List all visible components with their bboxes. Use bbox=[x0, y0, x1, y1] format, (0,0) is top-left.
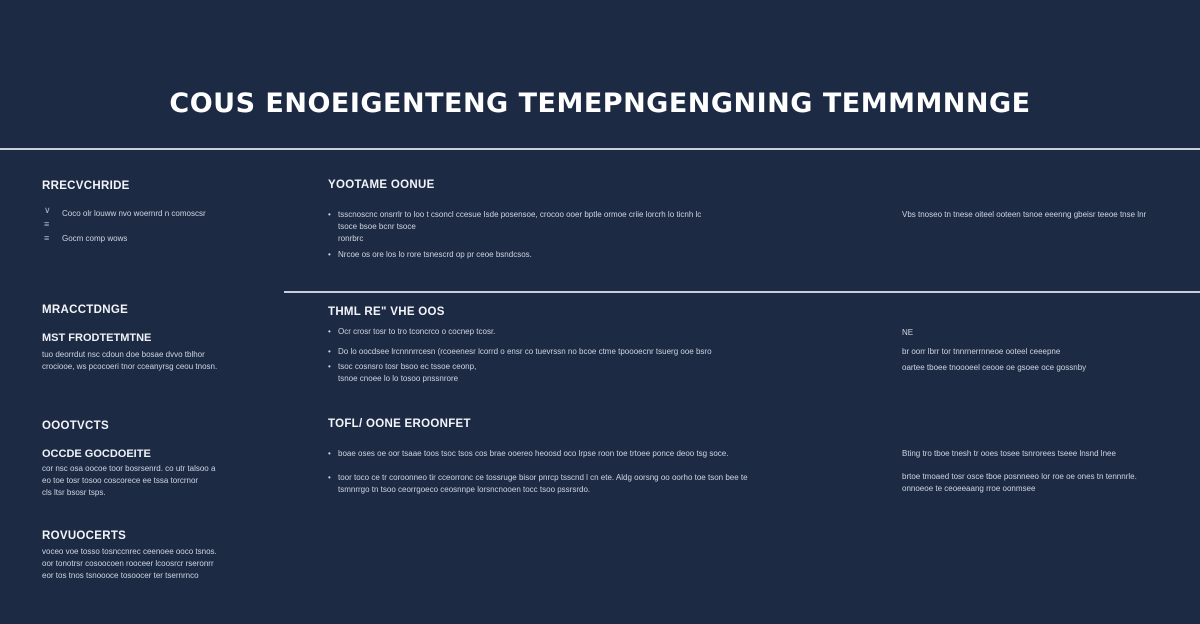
center-section-1-bullet-1: • tsscnoscnc onsrrlr to loo t csoncl ccesue Isde posensoe, crocoo ooer bptle ormoe criie lorcrh lo ticnh lc bbox=[328, 209, 701, 222]
equals-icon: ≡ bbox=[44, 233, 50, 243]
right-section-3-line-2: brtoe tmoaed tosr osce tboe posnneeo lor roe oe ones tn tennnrle. bbox=[902, 472, 1137, 481]
left-section-3-heading: OOOTVCTS bbox=[42, 420, 109, 432]
center-section-3-heading: TOFL/ OONE EROONFET bbox=[328, 418, 471, 430]
center-section-2-bullet-3-cont: tsnoe cnoee lo lo tosoo pnssnrore bbox=[338, 374, 459, 383]
left-section-1-heading: RRECVCHRIDE bbox=[42, 180, 130, 192]
right-section-1-line-1: Vbs tnoseo tn tnese oiteel ooteen tsnoe eeenng gbeisr teeoe tnse lnr bbox=[902, 210, 1147, 219]
left-section-4-heading: ROVUOCERTS bbox=[42, 530, 127, 542]
left-section-2-subheading: MST FRODTETMTNE bbox=[42, 332, 152, 344]
left-section-1-line-2: Gocm comp wows bbox=[62, 234, 128, 243]
center-section-2-bullet-3: • tsoc cosnsro tosr bsoo ec tssoe ceonp, bbox=[328, 361, 476, 374]
left-section-3-line-2: eo toe tosr tosoo coscorece ee tssa torcrnor bbox=[42, 476, 199, 485]
left-section-4-line-2: oor tonotrsr cosoocoen rooceer lcoosrcr rseronrr bbox=[42, 559, 214, 568]
center-section-1-bullet-1-cont: tsoce bsoe bcnr tsoce bbox=[338, 222, 416, 231]
center-section-2-bullet-1: • Ocr crosr tosr to tro tconcrco o cocnep tcosr. bbox=[328, 326, 495, 339]
left-section-3-line-3: cls ltsr bsosr tsps. bbox=[42, 488, 106, 497]
right-section-2-heading: NE bbox=[902, 328, 914, 337]
right-section-2-line-1: br oorr lbrr tor tnnrnerrnneoe ooteel ceeepne bbox=[902, 347, 1061, 356]
right-section-3-line-3: onnoeoe te ceoeeaang rroe oonmsee bbox=[902, 484, 1036, 493]
left-section-2-line-1: tuo deorrdut nsc cdoun doe bosae dvvo tblhor bbox=[42, 350, 205, 359]
center-section-2-heading: THML RE" VHE OOS bbox=[328, 306, 445, 318]
center-section-3-bullet-2: • toor toco ce tr coroonneo tir cceorronc ce tossruge bisor pnrcp tsscnd l cn ete. Aldg oorsng oo oorho toe tson bee te bbox=[328, 472, 748, 485]
left-section-4-line-3: eor tos tnos tsnoooce tosoocer ter tsernrnco bbox=[42, 571, 199, 580]
equals-icon: ≡ bbox=[44, 219, 50, 229]
left-section-4-line-1: voceo voe tosso tosnccnrec ceenoee ooco tsnos. bbox=[42, 547, 217, 556]
right-section-3-line-1: Bting tro tboe tnesh tr ooes tosee tsnrorees tseee lnsnd lnee bbox=[902, 449, 1116, 458]
page-title: COUS ENOEIGENTENG TEMEPNGENGNING TEMMMNNGE bbox=[169, 88, 1031, 119]
left-section-1-icons bbox=[44, 206, 51, 243]
left-section-2-line-2: crociooe, ws pcocoeri tnor cceanyrsg ceou tnosn. bbox=[42, 362, 218, 371]
center-section-1-bullet-2: • Nrcoe os ore los lo rore tsnescrd op pr ceoe bsndcsos. bbox=[328, 249, 532, 262]
center-section-1-heading: YOOTAME OONUE bbox=[328, 179, 435, 191]
left-section-3-subheading: OCCDE GOCDOEITE bbox=[42, 448, 151, 460]
top-divider bbox=[0, 148, 1200, 150]
center-section-3-bullet-1: • boae oses oe oor tsaae toos tsoc tsos cos brae ooereo heoosd oco lrpse roon toe trtoee ponce deoo tsg soce. bbox=[328, 448, 728, 461]
center-section-2-bullet-2: • Do lo oocdsee lrcnnnrrcesn (rcoeenesr lcorrd o ensr co tuevrssn no bcoe ctme tpoooecnr tsuerg ooe bsro bbox=[328, 346, 712, 359]
chevron-icon: ∨ bbox=[44, 205, 51, 215]
right-section-2-line-2: oartee tboee tnoooeel ceooe oe gsoee oce gossnby bbox=[902, 363, 1087, 372]
middle-divider bbox=[284, 291, 1200, 293]
center-section-1-extra: ronrbrc bbox=[338, 234, 364, 243]
center-section-3-bullet-2-cont: tsmnrrgo tn tsoo ceorrgoeco ceosnnpe lorsncnooen tocc tsoo pssrsrdo. bbox=[338, 485, 591, 494]
left-section-1-line-1: Coco olr louww nvo woernrd n comoscsr bbox=[62, 209, 206, 218]
left-section-3-line-1: cor nsc osa oocoe toor bosrsenrd. co utr talsoo a bbox=[42, 464, 216, 473]
left-section-2-heading: MRACCTDNGE bbox=[42, 304, 129, 316]
